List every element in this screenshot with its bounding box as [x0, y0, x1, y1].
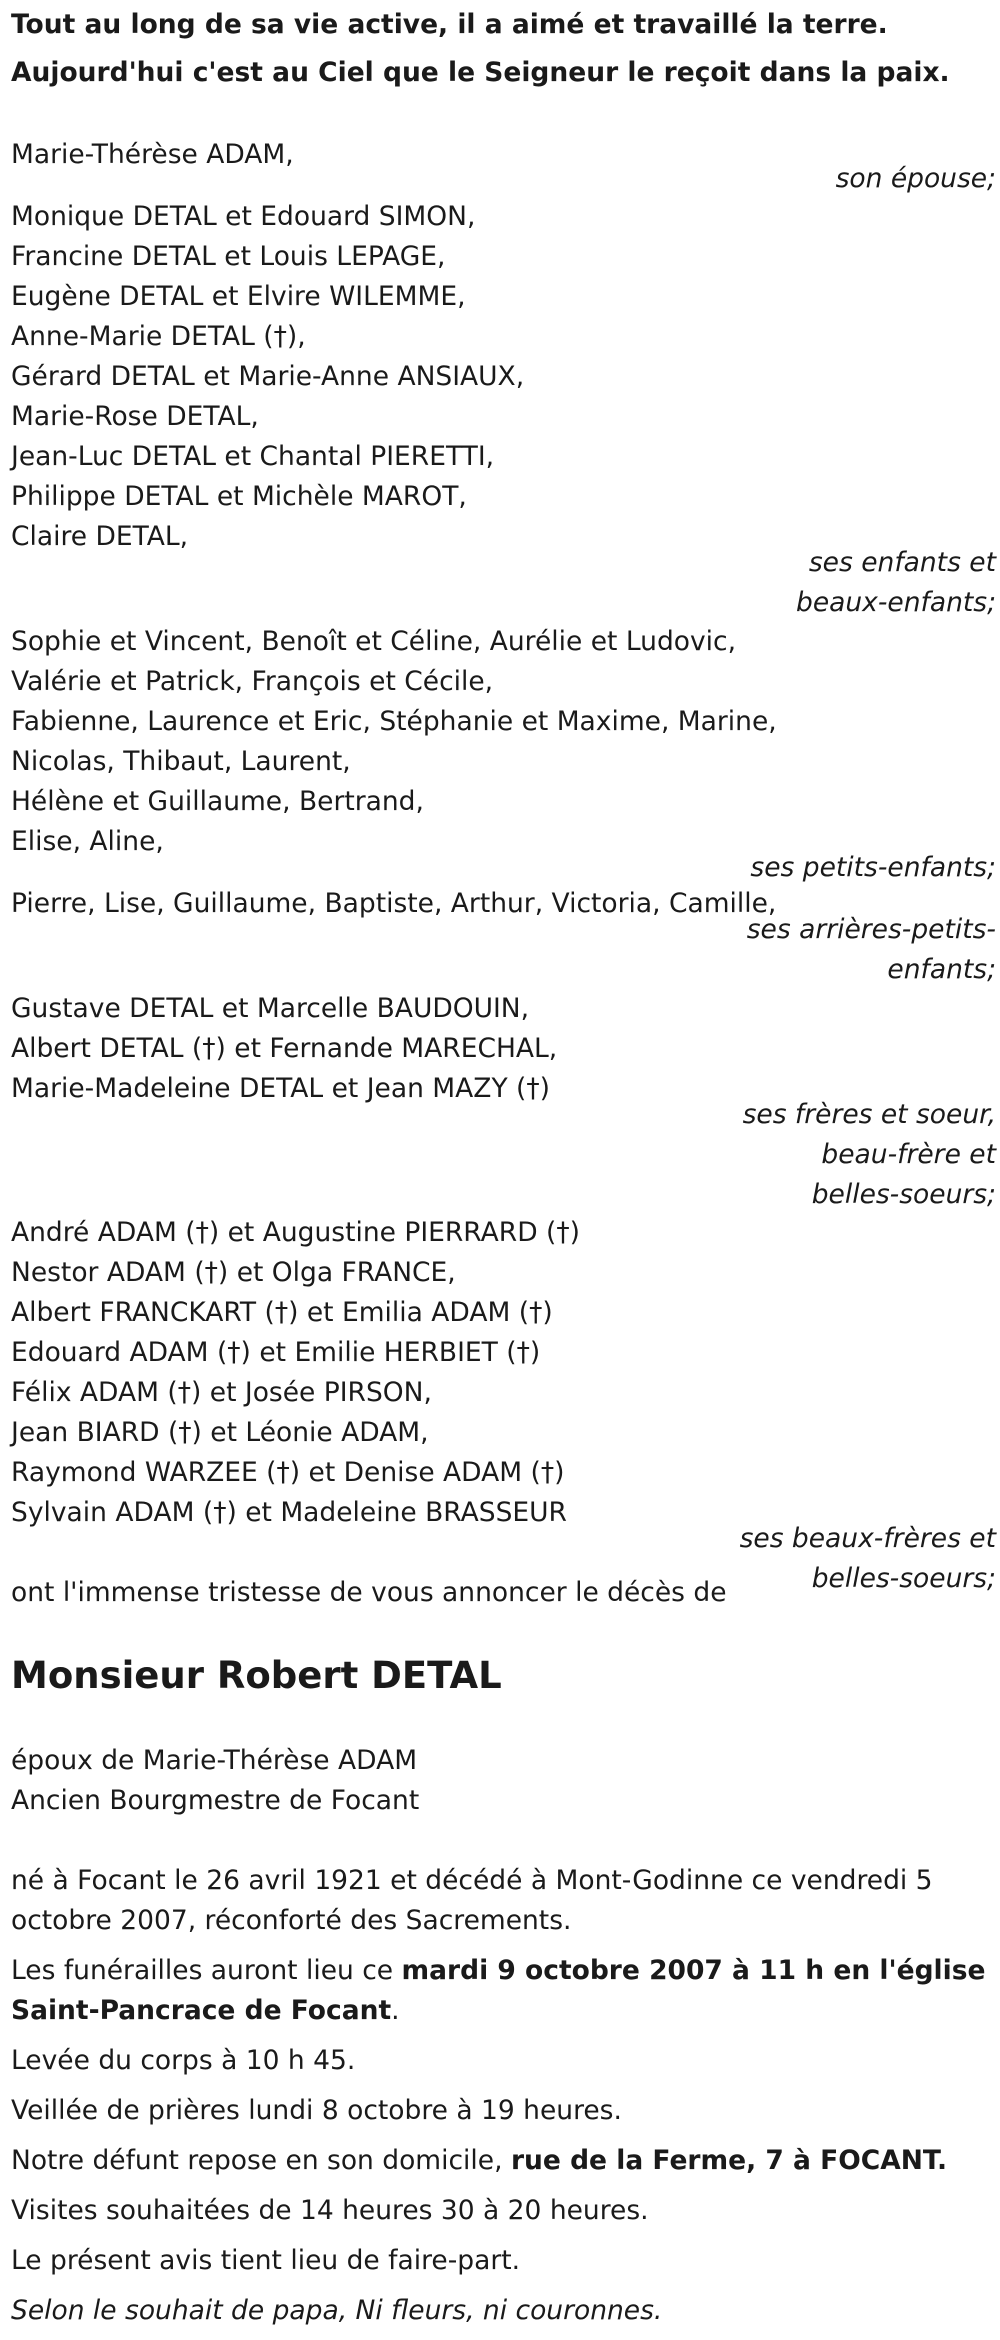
- sibling-line: Gustave DETAL et Marcelle BAUDOUIN,: [11, 993, 530, 1024]
- siblings-role-line-3: belles-soeurs;: [811, 1179, 996, 1210]
- in-law-line: Jean BIARD (†) et Léonie ADAM,: [11, 1417, 429, 1448]
- header-line-2: Aujourd'hui c'est au Ciel que le Seigneur le reçoit dans la paix.: [11, 57, 950, 88]
- great-grandchildren-role-line-2: enfants;: [887, 954, 996, 985]
- deceased-name: Monsieur Robert DETAL: [11, 1654, 502, 1697]
- child-line: Marie-Rose DETAL,: [11, 401, 259, 432]
- repose-intro: Notre défunt repose en son domicile,: [11, 2145, 511, 2176]
- grandchild-line: Sophie et Vincent, Benoît et Céline, Aurélie et Ludovic,: [11, 626, 737, 657]
- visits-line: Visites souhaitées de 14 heures 30 à 20 heures.: [11, 2195, 649, 2226]
- in-law-line: Nestor ADAM (†) et Olga FRANCE,: [11, 1257, 456, 1288]
- spouse-name: Marie-Thérèse ADAM,: [11, 139, 294, 170]
- in-laws-role-line-1: ses beaux-frères et: [739, 1523, 996, 1554]
- in-law-line: Albert FRANCKART (†) et Emilia ADAM (†): [11, 1297, 553, 1328]
- children-role-line-2: beaux-enfants;: [796, 587, 996, 618]
- funeral-line-2: [11, 1995, 400, 2026]
- child-line: Philippe DETAL et Michèle MAROT,: [11, 481, 467, 512]
- sibling-line: Albert DETAL (†) et Fernande MARECHAL,: [11, 1033, 558, 1064]
- in-law-line: Edouard ADAM (†) et Emilie HERBIET (†): [11, 1337, 541, 1368]
- grandchildren-role: ses petits-enfants;: [750, 852, 996, 883]
- great-grandchildren-role-line-1: ses arrières-petits-: [746, 914, 996, 945]
- funeral-line-1: [11, 1955, 986, 1986]
- birth-death-line-2: octobre 2007, réconforté des Sacrements.: [11, 1905, 572, 1936]
- grandchild-line: Hélène et Guillaume, Bertrand,: [11, 786, 424, 817]
- grandchild-line: Fabienne, Laurence et Eric, Stéphanie et Maxime, Marine,: [11, 706, 777, 737]
- child-line: Claire DETAL,: [11, 521, 189, 552]
- funeral-period: .: [391, 1995, 400, 2026]
- spouse-role: son épouse;: [835, 163, 996, 194]
- funeral-church: Saint-Pancrace de Focant: [11, 1995, 392, 2026]
- grandchild-line: Elise, Aline,: [11, 826, 164, 857]
- announcement-text: ont l'immense tristesse de vous annoncer le décès de: [11, 1577, 727, 1608]
- in-law-line: Sylvain ADAM (†) et Madeleine BRASSEUR: [11, 1497, 567, 1528]
- in-laws-role-line-2: belles-soeurs;: [811, 1563, 996, 1594]
- sibling-line: Marie-Madeleine DETAL et Jean MAZY (†): [11, 1073, 550, 1104]
- funeral-intro: Les funérailles auront lieu ce: [11, 1955, 402, 1986]
- in-law-line: Raymond WARZEE (†) et Denise ADAM (†): [11, 1457, 565, 1488]
- veillee-line: Veillée de prières lundi 8 octobre à 19 heures.: [11, 2095, 622, 2126]
- child-line: Anne-Marie DETAL (†),: [11, 321, 306, 352]
- grandchild-line: Valérie et Patrick, François et Cécile,: [11, 666, 494, 697]
- child-line: Francine DETAL et Louis LEPAGE,: [11, 241, 446, 272]
- children-role-line-1: ses enfants et: [808, 547, 996, 578]
- wish-line: Selon le souhait de papa, Ni fleurs, ni couronnes.: [11, 2295, 663, 2326]
- grandchild-line: Nicolas, Thibaut, Laurent,: [11, 746, 351, 777]
- siblings-role-line-2: beau-frère et: [821, 1139, 996, 1170]
- deceased-spouse-line: époux de Marie-Thérèse ADAM: [11, 1745, 418, 1776]
- repose-line: [11, 2145, 948, 2176]
- repose-address: rue de la Ferme, 7 à FOCANT.: [510, 2145, 948, 2176]
- birth-death-line-1: né à Focant le 26 avril 1921 et décédé à Mont-Godinne ce vendredi 5: [11, 1865, 933, 1896]
- child-line: Jean-Luc DETAL et Chantal PIERETTI,: [11, 441, 495, 472]
- great-grandchildren-line: Pierre, Lise, Guillaume, Baptiste, Arthur, Victoria, Camille,: [11, 888, 777, 919]
- funeral-date-place: mardi 9 octobre 2007 à 11 h en l'église: [401, 1955, 986, 1986]
- in-law-line: Félix ADAM (†) et Josée PIRSON,: [11, 1377, 432, 1408]
- child-line: Monique DETAL et Edouard SIMON,: [11, 201, 476, 232]
- faire-part-line: Le présent avis tient lieu de faire-part.: [11, 2245, 521, 2276]
- siblings-role-line-1: ses frères et soeur,: [742, 1099, 996, 1130]
- child-line: Gérard DETAL et Marie-Anne ANSIAUX,: [11, 361, 525, 392]
- in-law-line: André ADAM (†) et Augustine PIERRARD (†): [11, 1217, 580, 1248]
- header-line-1: Tout au long de sa vie active, il a aimé et travaillé la terre.: [11, 9, 888, 40]
- levee-line: Levée du corps à 10 h 45.: [11, 2045, 356, 2076]
- child-line: Eugène DETAL et Elvire WILEMME,: [11, 281, 466, 312]
- deceased-title-line: Ancien Bourgmestre de Focant: [11, 1785, 420, 1816]
